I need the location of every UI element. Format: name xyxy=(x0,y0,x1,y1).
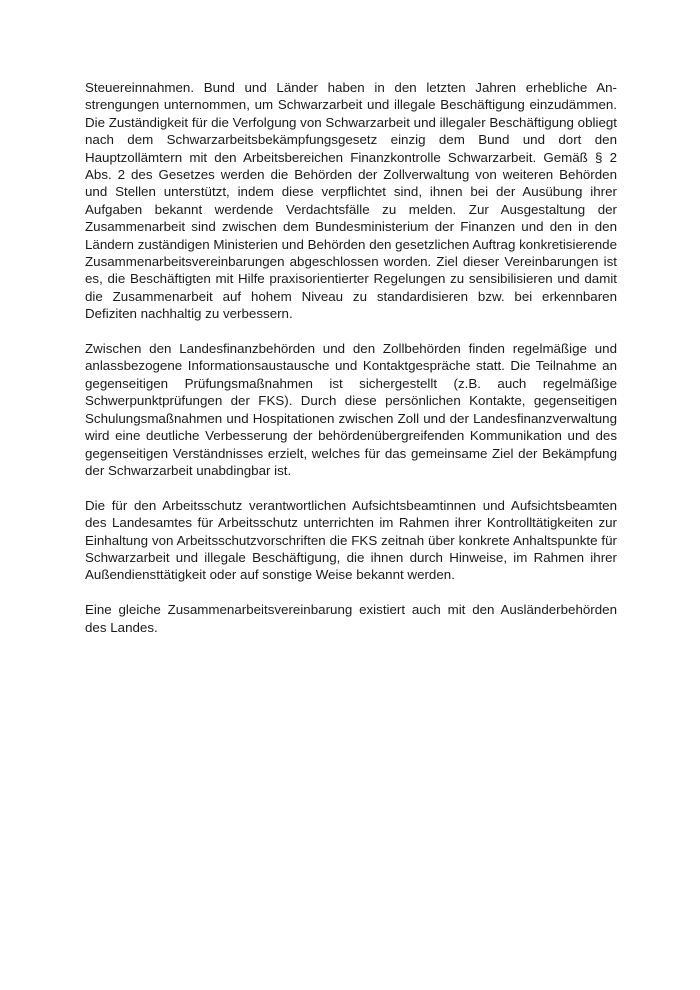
paragraph-arbeitsschutz: Die für den Arbeitsschutz verantwortlichen Aufsichtsbeamtinnen und Aufsichtsbeamten des Landesamtes für Arbeitsschutz unterrichten im Rahmen ihrer Kontrolltätigkeiten zur Einhaltung von Arbeitsschutzvorschriften die FKS zeitnah über konkrete Anhaltspunkte für Schwarzarbeit und illegale Beschäftigung, die ihnen durch Hinweise, im Rahmen ihrer Außendiensttätigkeit oder auf sonstige Weise bekannt werden. xyxy=(85,497,617,583)
paragraph-schwarzarbeit-zustaendigkeit: Steuereinnahmen. Bund und Länder haben in den letzten Jahren erhebliche Anstrengungen unternommen, um Schwarzarbeit und illegale Beschäftigung einzudämmen. Die Zuständigkeit für die Verfolgung von Schwarzarbeit und illegaler Beschäftigung obliegt nach dem Schwarzarbeitsbekämpfungsgesetz einzig dem Bund und dort den Hauptzollämtern mit den Arbeitsbereichen Finanzkontrolle Schwarzarbeit. Gemäß § 2 Abs. 2 des Gesetzes werden die Behörden der Zollverwaltung von weiteren Behörden und Stellen unterstützt, indem diese verpflichtet sind, ihnen bei der Ausübung ihrer Aufgaben bekannt werdende Verdachtsfälle zu melden. Zur Ausgestaltung der Zusammenarbeit sind zwischen dem Bundesministerium der Finanzen und den in den Ländern zuständigen Ministerien und Behörden den gesetzlichen Auftrag konkretisierende Zusammenarbeitsvereinbarungen abgeschlossen worden. Ziel dieser Vereinbarungen ist es, die Beschäftigten mit Hilfe praxisorientierter Regelungen zu sensibilisieren und damit die Zusammenarbeit auf hohem Niveau zu standardisieren bzw. bei erkennbaren Defiziten nachhaltig zu verbessern. xyxy=(85,80,617,322)
paragraph-informationsaustausch: Zwischen den Landesfinanzbehörden und den Zollbehörden finden regelmäßige und anlassbezogene Informationsaustausche und Kontaktgespräche statt. Die Teilnahme an gegenseitigen Prüfungsmaßnahmen ist sichergestellt (z.B. auch regelmäßige Schwerpunktprüfungen der FKS). Durch diese persönlichen Kontakte, gegenseitigen Schulungsmaßnahmen und Hospitationen zwischen Zoll und der Landesfinanzverwaltung wird eine deutliche Verbesserung der behördenübergreifenden Kommunikation und des gegenseitigen Verständnisses erzielt, welches für das gemeinsame Ziel der Bekämpfung der Schwarzarbeit unabdingbar ist. xyxy=(85,341,617,478)
document-page xyxy=(85,79,617,653)
paragraph-auslaenderbehoerden: Eine gleiche Zusammenarbeitsvereinbarung existiert auch mit den Ausländerbehörden des Landes. xyxy=(85,602,617,635)
